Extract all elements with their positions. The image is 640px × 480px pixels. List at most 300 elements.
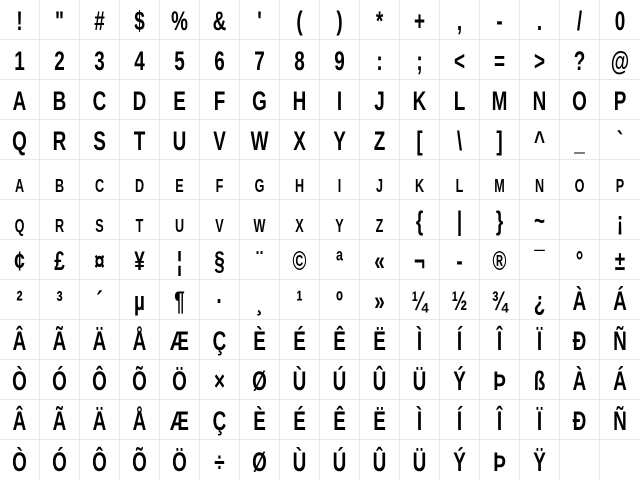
glyph-cell[interactable]	[40, 400, 80, 440]
glyph: Ó	[52, 366, 67, 396]
glyph: X	[293, 126, 306, 156]
charmap-row	[0, 400, 640, 440]
glyph-cell[interactable]	[600, 240, 640, 280]
glyph: °	[575, 246, 584, 276]
glyph-cell[interactable]	[480, 0, 520, 40]
glyph-cell[interactable]	[200, 240, 240, 280]
glyph-cell[interactable]	[80, 280, 120, 320]
glyph-cell[interactable]	[520, 360, 560, 400]
glyph-cell[interactable]	[320, 0, 360, 40]
glyph: W	[250, 126, 269, 156]
glyph: À	[572, 286, 587, 316]
glyph: T	[135, 216, 144, 236]
glyph-cell[interactable]	[360, 400, 400, 440]
glyph-cell[interactable]	[360, 80, 400, 120]
glyph-cell[interactable]	[240, 40, 280, 80]
empty-cell	[600, 440, 640, 480]
glyph-cell[interactable]	[40, 120, 80, 160]
glyph-cell[interactable]	[80, 80, 120, 120]
glyph-cell[interactable]	[280, 280, 320, 320]
glyph: D	[134, 176, 145, 196]
glyph: Z	[375, 216, 384, 236]
glyph: ¸	[256, 286, 263, 316]
glyph: M	[491, 86, 508, 116]
glyph-cell[interactable]	[440, 80, 480, 120]
glyph-cell[interactable]	[80, 120, 120, 160]
glyph: J	[374, 86, 385, 116]
glyph: }	[495, 206, 504, 236]
glyph-cell[interactable]	[520, 240, 560, 280]
glyph-cell[interactable]	[520, 440, 560, 480]
glyph-cell[interactable]	[560, 360, 600, 400]
glyph-cell[interactable]	[40, 80, 80, 120]
glyph-cell[interactable]	[560, 320, 600, 360]
glyph-cell[interactable]	[560, 120, 600, 160]
glyph-cell[interactable]	[440, 440, 480, 480]
glyph-cell[interactable]	[520, 0, 560, 40]
glyph-cell[interactable]	[320, 160, 360, 200]
glyph-cell[interactable]	[80, 360, 120, 400]
glyph-cell[interactable]	[200, 160, 240, 200]
glyph-cell[interactable]	[40, 280, 80, 320]
glyph: ¥	[134, 246, 145, 276]
glyph: ±	[614, 246, 626, 276]
glyph-cell[interactable]	[240, 80, 280, 120]
glyph: Ê	[333, 326, 346, 356]
glyph: *	[375, 6, 384, 36]
glyph-cell[interactable]	[600, 320, 640, 360]
glyph: V	[215, 216, 224, 236]
glyph: R	[54, 216, 65, 236]
glyph: F	[213, 86, 226, 116]
glyph-cell[interactable]	[160, 400, 200, 440]
glyph: Í	[456, 326, 463, 356]
glyph-cell[interactable]	[160, 120, 200, 160]
glyph: ²	[16, 286, 23, 316]
glyph-cell[interactable]	[240, 240, 280, 280]
glyph-cell[interactable]	[160, 320, 200, 360]
glyph: R	[52, 126, 67, 156]
glyph-cell[interactable]	[160, 360, 200, 400]
glyph-cell[interactable]	[520, 200, 560, 240]
glyph-cell[interactable]	[320, 200, 360, 240]
glyph: G	[254, 176, 265, 196]
glyph-cell[interactable]	[80, 40, 120, 80]
glyph: 3	[94, 46, 105, 76]
glyph: É	[293, 326, 306, 356]
glyph: B	[54, 176, 65, 196]
glyph: N	[532, 86, 547, 116]
glyph: Å	[132, 406, 147, 436]
glyph: Â	[12, 406, 27, 436]
glyph-cell[interactable]	[560, 400, 600, 440]
glyph-cell[interactable]	[160, 280, 200, 320]
glyph: ¤	[94, 246, 105, 276]
glyph: Å	[132, 326, 147, 356]
glyph-cell[interactable]	[600, 80, 640, 120]
glyph-cell[interactable]	[120, 320, 160, 360]
glyph-cell[interactable]	[360, 320, 400, 360]
glyph-cell[interactable]	[360, 280, 400, 320]
glyph: =	[493, 46, 506, 76]
glyph-cell[interactable]	[160, 40, 200, 80]
glyph-cell[interactable]	[120, 0, 160, 40]
glyph: µ	[134, 286, 145, 316]
glyph-cell[interactable]	[400, 40, 440, 80]
glyph-cell[interactable]	[320, 360, 360, 400]
glyph-cell[interactable]	[480, 120, 520, 160]
glyph: ¦	[176, 246, 183, 276]
glyph-cell[interactable]	[400, 120, 440, 160]
glyph-cell[interactable]	[40, 200, 80, 240]
glyph-cell[interactable]	[200, 40, 240, 80]
glyph: Ò	[12, 447, 27, 477]
glyph-cell[interactable]	[600, 280, 640, 320]
glyph: Ð	[572, 326, 587, 356]
glyph-cell[interactable]	[320, 40, 360, 80]
glyph-cell[interactable]	[200, 440, 240, 480]
glyph: )	[336, 6, 343, 36]
glyph-cell[interactable]	[320, 120, 360, 160]
glyph: E	[173, 86, 186, 116]
glyph-cell[interactable]	[520, 400, 560, 440]
glyph-cell[interactable]	[400, 400, 440, 440]
glyph-cell[interactable]	[400, 280, 440, 320]
glyph: Q	[14, 216, 25, 236]
glyph: »	[374, 286, 385, 316]
glyph-cell[interactable]	[400, 440, 440, 480]
glyph-cell[interactable]	[560, 240, 600, 280]
glyph: {	[415, 206, 424, 236]
glyph-cell[interactable]	[200, 120, 240, 160]
glyph: D	[132, 86, 147, 116]
glyph-cell[interactable]	[0, 120, 40, 160]
glyph-cell[interactable]	[360, 0, 400, 40]
glyph: J	[375, 176, 383, 196]
glyph-cell[interactable]	[320, 240, 360, 280]
glyph: &	[212, 6, 227, 36]
glyph-cell[interactable]	[120, 360, 160, 400]
glyph-cell[interactable]	[160, 440, 200, 480]
glyph-cell[interactable]	[40, 440, 80, 480]
glyph-cell[interactable]	[120, 80, 160, 120]
glyph: Ì	[416, 326, 423, 356]
glyph-cell[interactable]	[40, 320, 80, 360]
glyph-cell[interactable]	[480, 360, 520, 400]
glyph: ¾	[491, 286, 508, 316]
glyph: Á	[613, 366, 627, 396]
glyph-cell[interactable]	[120, 400, 160, 440]
glyph: Ð	[572, 406, 587, 436]
glyph: .	[536, 6, 543, 36]
glyph-cell[interactable]	[440, 240, 480, 280]
glyph: !	[16, 6, 23, 36]
glyph-cell[interactable]	[200, 80, 240, 120]
glyph: Ò	[12, 366, 27, 396]
glyph: ®	[492, 246, 507, 276]
glyph-cell[interactable]	[320, 400, 360, 440]
glyph: M	[494, 176, 505, 196]
glyph-cell[interactable]	[520, 40, 560, 80]
glyph-cell[interactable]	[80, 0, 120, 40]
glyph-cell[interactable]	[400, 320, 440, 360]
glyph: Ï	[536, 326, 543, 356]
glyph-cell[interactable]	[280, 320, 320, 360]
glyph-cell[interactable]	[440, 40, 480, 80]
glyph-cell[interactable]	[520, 280, 560, 320]
glyph-cell[interactable]	[600, 0, 640, 40]
glyph: Ã	[52, 326, 67, 356]
glyph-cell[interactable]	[0, 200, 40, 240]
glyph-cell[interactable]	[120, 40, 160, 80]
glyph-cell[interactable]	[400, 160, 440, 200]
glyph: Ù	[292, 366, 307, 396]
glyph: N	[534, 176, 545, 196]
glyph: X	[295, 216, 304, 236]
glyph-cell[interactable]	[240, 440, 280, 480]
glyph: '	[257, 6, 262, 36]
glyph-cell[interactable]	[360, 200, 400, 240]
glyph: Ì	[416, 406, 423, 436]
glyph-cell[interactable]	[360, 120, 400, 160]
glyph-cell[interactable]	[440, 280, 480, 320]
glyph: Ç	[212, 326, 227, 356]
glyph-cell[interactable]	[480, 40, 520, 80]
glyph-cell[interactable]	[280, 0, 320, 40]
glyph-cell[interactable]	[0, 440, 40, 480]
charmap-row	[0, 200, 640, 240]
glyph: Ø	[252, 447, 267, 477]
glyph-cell[interactable]	[200, 320, 240, 360]
glyph: Ô	[92, 366, 107, 396]
glyph: 6	[214, 46, 225, 76]
glyph: É	[293, 406, 306, 436]
glyph-cell[interactable]	[600, 360, 640, 400]
glyph: ¡	[616, 206, 624, 236]
glyph-cell[interactable]	[160, 240, 200, 280]
glyph: E	[175, 176, 184, 196]
glyph-cell[interactable]	[40, 40, 80, 80]
glyph-cell[interactable]	[560, 160, 600, 200]
glyph-cell[interactable]	[40, 360, 80, 400]
glyph: V	[213, 126, 226, 156]
empty-cell	[560, 200, 600, 240]
glyph-cell[interactable]	[360, 240, 400, 280]
glyph-cell[interactable]	[240, 0, 280, 40]
glyph-cell[interactable]	[600, 400, 640, 440]
glyph-cell[interactable]	[400, 360, 440, 400]
glyph-cell[interactable]	[520, 80, 560, 120]
glyph-cell[interactable]	[120, 200, 160, 240]
glyph: ¹	[296, 286, 303, 316]
glyph: A	[14, 176, 25, 196]
glyph-cell[interactable]	[320, 440, 360, 480]
glyph-cell[interactable]	[600, 200, 640, 240]
glyph: 9	[334, 46, 345, 76]
glyph: Û	[372, 366, 387, 396]
glyph: Ñ	[613, 406, 627, 436]
glyph-cell[interactable]	[160, 80, 200, 120]
glyph: |	[456, 206, 463, 236]
glyph-cell[interactable]	[320, 280, 360, 320]
glyph: Á	[613, 286, 627, 316]
glyph-cell[interactable]	[400, 200, 440, 240]
glyph-cell[interactable]	[0, 80, 40, 120]
glyph-cell[interactable]	[240, 200, 280, 240]
glyph-cell[interactable]	[120, 160, 160, 200]
glyph-cell[interactable]	[520, 160, 560, 200]
glyph-cell[interactable]	[0, 40, 40, 80]
glyph-cell[interactable]	[200, 200, 240, 240]
glyph-cell[interactable]	[40, 160, 80, 200]
glyph: Æ	[170, 406, 189, 436]
glyph-cell[interactable]	[80, 160, 120, 200]
glyph-cell[interactable]	[40, 240, 80, 280]
glyph-cell[interactable]	[280, 80, 320, 120]
glyph-cell[interactable]	[440, 0, 480, 40]
glyph-cell[interactable]	[480, 80, 520, 120]
glyph: A	[12, 86, 27, 116]
glyph-cell[interactable]	[480, 240, 520, 280]
glyph-cell[interactable]	[280, 40, 320, 80]
glyph-cell[interactable]	[240, 400, 280, 440]
glyph-cell[interactable]	[440, 400, 480, 440]
glyph: #	[94, 6, 105, 36]
glyph-cell[interactable]	[440, 360, 480, 400]
glyph-cell[interactable]	[0, 240, 40, 280]
glyph-cell[interactable]	[160, 0, 200, 40]
glyph-cell[interactable]	[0, 0, 40, 40]
glyph-cell[interactable]	[120, 440, 160, 480]
glyph: K	[414, 176, 425, 196]
glyph-cell[interactable]	[320, 80, 360, 120]
glyph-cell[interactable]	[280, 160, 320, 200]
glyph-cell[interactable]	[320, 320, 360, 360]
glyph: Ó	[52, 447, 67, 477]
glyph-cell[interactable]	[120, 120, 160, 160]
glyph-cell[interactable]	[160, 160, 200, 200]
glyph-cell[interactable]	[200, 280, 240, 320]
glyph-cell[interactable]	[440, 200, 480, 240]
glyph: S	[93, 126, 106, 156]
glyph: Ü	[412, 447, 427, 477]
glyph-cell[interactable]	[480, 280, 520, 320]
glyph-cell[interactable]	[120, 240, 160, 280]
glyph-cell[interactable]	[200, 360, 240, 400]
glyph: \	[456, 126, 463, 156]
glyph-cell[interactable]	[520, 320, 560, 360]
glyph-cell[interactable]	[440, 120, 480, 160]
glyph-cell[interactable]	[280, 120, 320, 160]
glyph: H	[294, 176, 305, 196]
glyph-cell[interactable]	[0, 280, 40, 320]
glyph: F	[215, 176, 224, 196]
glyph: ß	[533, 366, 546, 396]
glyph-cell[interactable]	[280, 360, 320, 400]
glyph-cell[interactable]	[240, 280, 280, 320]
glyph: "	[55, 6, 64, 36]
glyph-cell[interactable]	[0, 360, 40, 400]
glyph-cell[interactable]	[440, 320, 480, 360]
glyph-cell[interactable]	[600, 40, 640, 80]
glyph: È	[253, 326, 266, 356]
glyph-cell[interactable]	[80, 320, 120, 360]
glyph: 0	[614, 6, 626, 36]
glyph-cell[interactable]	[80, 400, 120, 440]
glyph: 1	[14, 46, 25, 76]
glyph-cell[interactable]	[240, 320, 280, 360]
glyph-cell[interactable]	[240, 120, 280, 160]
glyph: Ä	[92, 326, 107, 356]
glyph-cell[interactable]	[400, 240, 440, 280]
glyph-cell[interactable]	[40, 0, 80, 40]
glyph-cell[interactable]	[480, 320, 520, 360]
glyph-cell[interactable]	[600, 160, 640, 200]
glyph-cell[interactable]	[360, 160, 400, 200]
glyph-cell[interactable]	[280, 440, 320, 480]
glyph-cell[interactable]	[280, 240, 320, 280]
glyph-cell[interactable]	[560, 80, 600, 120]
glyph-cell[interactable]	[0, 400, 40, 440]
glyph-cell[interactable]	[80, 200, 120, 240]
glyph-cell[interactable]	[360, 440, 400, 480]
glyph: Ë	[373, 406, 386, 436]
glyph-cell[interactable]	[560, 280, 600, 320]
glyph: Õ	[132, 366, 147, 396]
glyph: 8	[294, 46, 305, 76]
glyph: Ø	[252, 366, 267, 396]
glyph: ¯	[534, 246, 545, 276]
glyph-cell[interactable]	[280, 200, 320, 240]
glyph-cell[interactable]	[600, 120, 640, 160]
glyph-cell[interactable]	[520, 120, 560, 160]
glyph-cell[interactable]	[480, 160, 520, 200]
glyph: O	[574, 176, 585, 196]
glyph: º	[336, 286, 343, 316]
glyph-cell[interactable]	[240, 360, 280, 400]
glyph: L	[455, 176, 464, 196]
glyph-cell[interactable]	[200, 0, 240, 40]
glyph-cell[interactable]	[80, 240, 120, 280]
glyph-cell[interactable]	[0, 320, 40, 360]
glyph-cell[interactable]	[200, 400, 240, 440]
glyph-cell[interactable]	[0, 160, 40, 200]
glyph-cell[interactable]	[360, 360, 400, 400]
glyph-cell[interactable]	[160, 200, 200, 240]
glyph: ÷	[214, 447, 225, 477]
charmap-row	[0, 240, 640, 280]
glyph-cell[interactable]	[560, 0, 600, 40]
glyph-cell[interactable]	[400, 0, 440, 40]
glyph: Ê	[333, 406, 346, 436]
glyph-cell[interactable]	[480, 440, 520, 480]
charmap-row	[0, 280, 640, 320]
glyph: Ý	[453, 366, 466, 396]
glyph-cell[interactable]	[280, 400, 320, 440]
glyph-cell[interactable]	[560, 40, 600, 80]
glyph-cell[interactable]	[480, 400, 520, 440]
glyph-cell[interactable]	[120, 280, 160, 320]
glyph-cell[interactable]	[80, 440, 120, 480]
glyph: I	[336, 86, 343, 116]
glyph-cell[interactable]	[360, 40, 400, 80]
glyph-cell[interactable]	[240, 160, 280, 200]
glyph: G	[252, 86, 267, 116]
glyph-cell[interactable]	[480, 200, 520, 240]
glyph-cell[interactable]	[400, 80, 440, 120]
glyph-cell[interactable]	[440, 160, 480, 200]
glyph: Â	[12, 326, 27, 356]
